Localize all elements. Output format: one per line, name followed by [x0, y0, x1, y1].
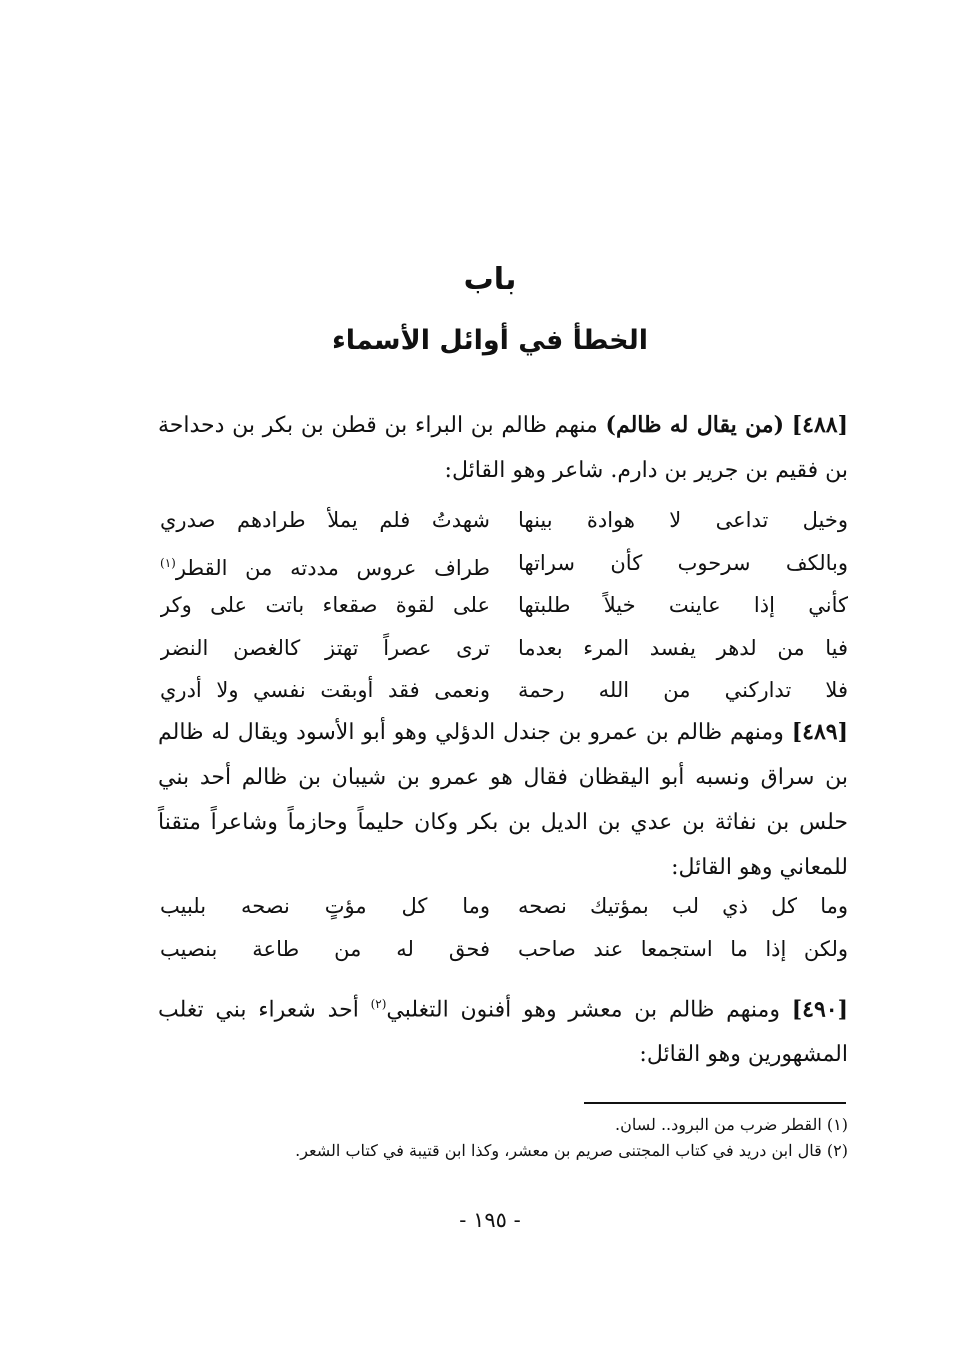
entry-number: [٤٨٩]	[791, 719, 848, 745]
verse-second-hemistich: ترى عصراً تهتز كالغصن النضر	[160, 635, 490, 660]
verse-first-hemistich: وخيل تداعى لا هوادة بينها	[518, 508, 848, 532]
entry-text: ومنهم ظالم بن عمرو بن جندل الدؤلي وهو أبو الأسود ويقال له ظالم بن سراق ونسبه أبو اليقظان فقال هو عمرو بن شيبان بن ظالم أحد بني حلس بن نفاثة بن عدي بن الديل بن بكر وكان حليماً وحازماً وشاعراً متقناً للمعاني وهو القائل:	[158, 720, 848, 880]
footnote-item	[160, 1138, 848, 1164]
footnote-divider	[584, 1102, 846, 1104]
footnote-text: القطر ضرب من البرود.. لسان.	[615, 1115, 822, 1134]
verse-first-hemistich: ولكن إذا ما استجمعا عند صاحب	[518, 936, 848, 961]
entry-text: منهم ظالم بن البراء بن قطن بن بكر بن دحداحة بن فقيم بن جرير بن دارم. شاعر وهو القائل:	[158, 413, 848, 483]
verse-second-hemistich	[160, 542, 490, 585]
entry-number: [٤٩٠]	[791, 996, 849, 1023]
footnote-number: (١)	[826, 1115, 848, 1134]
footnote-item	[160, 1112, 848, 1138]
verse-second-hemistich: ونعمى فقد أوبقت نفسي ولا أدري	[160, 678, 490, 702]
verse-line	[160, 542, 848, 585]
verse-second-hemistich: على لقوة صقعاء باتت على وكر	[160, 593, 490, 617]
footnote-marker: (٢)	[370, 997, 387, 1011]
verse-line	[160, 499, 848, 542]
verse-second-hemistich: وما كل مؤتٍ نصحه بلبيب	[160, 894, 490, 918]
verse-line	[160, 928, 848, 971]
footnotes	[160, 1112, 848, 1164]
verse-first-hemistich: كأني إذا عاينت خيلاً طلبتها	[518, 593, 848, 617]
verse-first-hemistich: وبالكف سرحوب كأن سراتها	[518, 550, 848, 575]
verse-first-hemistich: وما كل ذي لب بمؤتيك نصحه	[518, 894, 848, 918]
entry-488-paragraph	[158, 403, 848, 493]
entry-bold-phrase: (من يقال له ظالم)	[605, 412, 785, 438]
footnote-number: (٢)	[826, 1141, 848, 1160]
poem-block-1	[160, 499, 848, 712]
verse-line	[160, 627, 848, 670]
verse-line	[160, 584, 848, 627]
verse-second-hemistich: فحق له من طاعة بنصيب	[160, 936, 490, 961]
entry-490-paragraph	[158, 982, 848, 1077]
page-number: - ١٩٥ -	[459, 1208, 521, 1232]
chapter-heading: باب	[463, 262, 517, 297]
verse-text: طراف عروس مددته من القطر	[175, 555, 490, 580]
entry-489-paragraph	[158, 710, 848, 890]
verse-line	[160, 669, 848, 712]
footnote-marker: (١)	[160, 555, 176, 570]
footnote-text: قال ابن دريد في كتاب المجتنى صريم بن معشر، وكذا ابن قتيبة في كتاب الشعر.	[295, 1141, 822, 1160]
entry-text: ومنهم ظالم بن معشر وهو أفنون التغلبي	[386, 997, 780, 1023]
verse-second-hemistich: شهدتُ فلم يملأ طرادهم صدري	[160, 508, 490, 532]
poem-block-2	[160, 885, 848, 970]
chapter-subheading: الخطأ في أوائل الأسماء	[332, 325, 648, 356]
entry-number: [٤٨٨]	[791, 412, 849, 438]
verse-first-hemistich: فيا من لدهر يفسد المرء بعدما	[518, 635, 848, 660]
verse-first-hemistich: فلا تداركني من الله رحمة	[518, 678, 848, 702]
verse-line	[160, 885, 848, 928]
entry-text-continued: أحد شعراء بني تغلب المشهورين وهو القائل:	[158, 997, 848, 1068]
